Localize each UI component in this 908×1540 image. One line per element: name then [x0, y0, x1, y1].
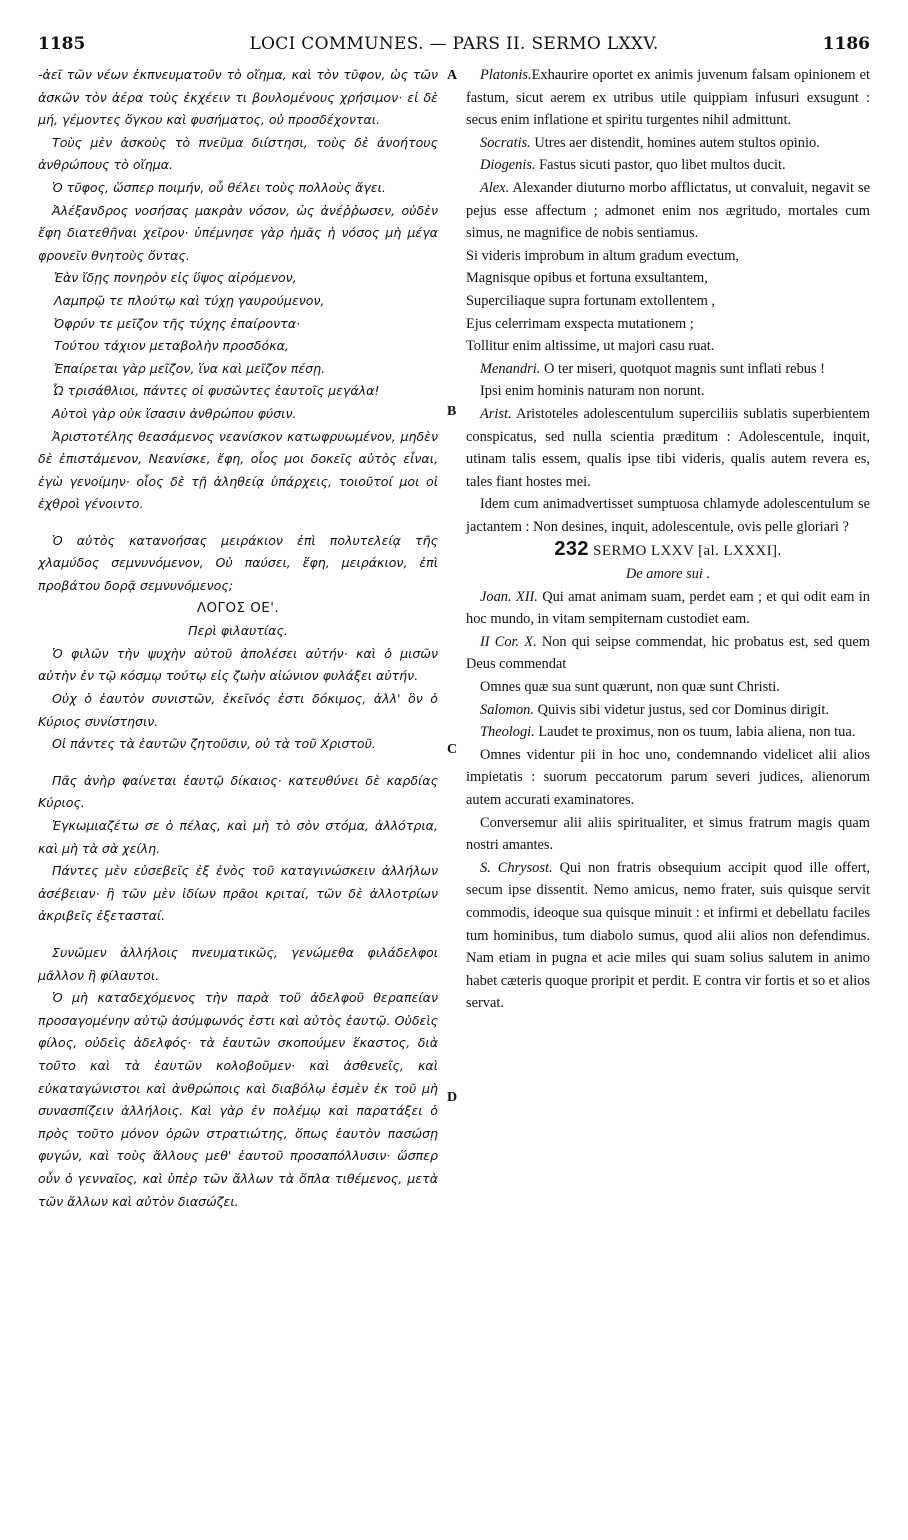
- greek-sermon-subtitle: Περὶ φιλαυτίας.: [188, 623, 288, 639]
- author-label: II Cor. X.: [480, 633, 537, 650]
- latin-paragraph: Conversemur alii aliis spiritualiter, et simus fratrum magis quam nostri amantes.: [466, 814, 870, 854]
- greek-column: [38, 64, 438, 1213]
- latin-paragraph: Socratis. Utres aer distendit, homines autem stultos opinio.: [480, 134, 820, 151]
- latin-paragraph: Theologi. Laudet te proximus, non os tuum, labia aliena, non tua.: [480, 724, 856, 741]
- greek-paragraph: Οἱ πάντες τὰ ἑαυτῶν ζητοῦσιν, οὐ τὰ τοῦ Χριστοῦ.: [52, 736, 376, 752]
- greek-paragraph: Ὦ τρισάθλιοι, πάντες οἱ φυσῶντες ἑαυτοῖς μεγάλα!: [52, 383, 380, 399]
- sermon-heading: 232 SERMO LXXV [al. LXXXI].: [554, 538, 782, 561]
- latin-paragraph: Platonis.Exhaurire oportet ex animis juvenum falsam opinionem et fastum, sicut aerem ex utribus utile quippiam infusuri exsugunt : secus enim inflatione et spiritu turgentes nihil admittunt.: [466, 67, 870, 129]
- latin-paragraph: Ipsi enim hominis naturam non norunt.: [480, 383, 705, 400]
- latin-paragraph: Omnes videntur pii in hoc uno, condemnando videlicet alii alios impietatis : suorum peccatorum parum severi judices, alienorum autem accurati examinatores.: [466, 746, 870, 808]
- author-label: Salomon.: [480, 701, 534, 718]
- author-label: S. Chrysost.: [480, 859, 553, 876]
- greek-paragraph: -ἀεῖ τῶν νέων ἐκπνευματοῦν τὸ οἴημα, καὶ τὸν τῦφον, ὡς τῶν ἀσκῶν τὸν ἀέρα τοὺς ἐκχέειν τι βουλομένους χρήσιμον· εἰ δὲ μή, γέμοντες ὄγκου καὶ φυσήματος, οὐ προσδέχονται.: [38, 67, 438, 128]
- latin-verse: Superciliaque supra fortunam extollentem ,: [466, 292, 715, 309]
- greek-paragraph: Συνῶμεν ἀλλήλοις πνευματικῶς, γενώμεθα φιλάδελφοι μᾶλλον ἢ φίλαυτοι.: [38, 944, 438, 983]
- greek-paragraph: Ἀριστοτέλης θεασάμενος νεανίσκον κατωφρυωμένον, μηδὲν δὲ ἐπιστάμενον, Νεανίσκε, ἔφη, οἷος μοι δοκεῖς αὐτὸς εἶναι, ἐγὼ γενοίμην· οἷος δὲ τῇ ἀληθείᾳ ὑπάρχεις, τοιοῦτοί μοι οἱ ἐχθροὶ γένοιντο.: [38, 428, 438, 512]
- latin-verse: Magnisque opibus et fortuna exsultantem,: [466, 270, 708, 287]
- latin-verse: Si videris improbum in altum gradum evectum,: [466, 247, 739, 264]
- greek-paragraph: Οὐχ ὁ ἑαυτὸν συνιστῶν, ἐκεῖνός ἐστι δόκιμος, ἀλλ' ὃν ὁ Κύριος συνίστησιν.: [38, 691, 438, 729]
- sermon-number: 232: [554, 538, 589, 561]
- running-header: [38, 34, 870, 58]
- greek-verse: Ἐὰν ἴδῃς πονηρὸν εἰς ὕψος αἰρόμενον,: [54, 270, 297, 286]
- latin-paragraph: Omnes quæ sua sunt quærunt, non quæ sunt Christi.: [480, 679, 780, 696]
- author-label: Theologi.: [480, 724, 535, 741]
- greek-verse: Ἐπαίρεται γὰρ μεῖζον, ἵνα καὶ μεῖζον πέσῃ.: [54, 360, 326, 376]
- latin-verse: Ejus celerrimam exspecta mutationem ;: [466, 315, 694, 332]
- greek-paragraph: Ἀλέξανδρος νοσήσας μακρὰν νόσον, ὡς ἀνέῤῥωσεν, οὐδὲν ἔφη διατεθῆναι χεῖρον· ὑπέμνησε γὰρ ἡμᾶς ἡ νόσος μὴ μέγα φρονεῖν θνητοὺς ὄντας.: [38, 202, 438, 263]
- greek-paragraph: Ὁ αὐτὸς κατανοήσας μειράκιον ἐπὶ πολυτελείᾳ τῆς χλαμύδος σεμνυνόμενον, Οὐ παύσει, ἔφη, μειράκιον, ἐπὶ προβάτου δορᾷ σεμνυνόμενος;: [38, 532, 438, 594]
- greek-verse: Λαμπρῷ τε πλούτῳ καὶ τύχῃ γαυρούμενον,: [54, 292, 325, 308]
- greek-sermon-heading: ΛΟΓΟΣ ΟΕ'.: [196, 600, 280, 616]
- latin-paragraph: Menandri. O ter miseri, quotquot magnis sunt inflati rebus !: [480, 360, 825, 377]
- author-label: Menandri.: [480, 360, 541, 377]
- latin-paragraph: Alex. Alexander diuturno morbo afflictatus, ut convaluit, negavit se pejus esse affectum ; admonet enim nos ægritudo, mortales cum simus, ne magnifice de nobis sentiamus.: [466, 179, 870, 242]
- greek-paragraph: Τοὺς μὲν ἀσκοὺς τὸ πνεῦμα διίστησι, τοὺς δὲ ἀνοήτους ἀνθρώπους τὸ οἴημα.: [38, 134, 438, 173]
- author-label: Alex.: [480, 179, 510, 196]
- author-label: Arist.: [480, 405, 512, 422]
- sermon-subtitle: De amore sui .: [625, 566, 711, 583]
- latin-verse: Tollitur enim altissime, ut majori casu ruat.: [466, 338, 715, 355]
- latin-paragraph: S. Chrysost. Qui non fratris obsequium accipit quod ille offert, secum ipse dissentit. Nemo amicus, nemo frater, suis quisque servit commodis, ideoque sua quisque minuit : et infirmi et debellatu faciles tum hominibus, tum diabolo sumus, quod alii alios non defendimus. Nam etiam in pugna et acie miles qui suam solius salutem in animo habet cæteris quoque proripit et perdit. E contra vir fortis et so et alios servat.: [466, 859, 870, 1012]
- greek-paragraph: Ὁ μὴ καταδεχόμενος τὴν παρὰ τοῦ ἀδελφοῦ θεραπείαν προσαγομένην αὐτῷ ἀσύμφωνός ἐστι καὶ αὐτὸς ἑαυτῷ. Οὐδεὶς φίλος, οὐδεὶς ἀδελφός· τὰ ἑαυτῶν σκοπούμεν ἕκαστος, διὰ τοῦτο καὶ τὰ ἑαυτῶν κολοβοῦμεν· καὶ ἀσθενεῖς, καὶ εὐκαταγώνιστοι καὶ ἀνθρώποις καὶ διαβόλῳ ἐσμὲν ἐκ τοῦ μὴ συνασπίζειν ἀλλήλοις. Καὶ γὰρ ἐν πολέμῳ καὶ παρατάξει ὁ πρὸς τοῦτο μόνον ὁρῶν στρατιώτης, ὅπως ἑαυτὸν πασώσῃ φυγών, καὶ τοὺς ἄλλους μεθ' ἑαυτοῦ προσαπόλλυσιν· ὥσπερ οὖν ὁ γενναῖος, καὶ ὑπὲρ τῶν ἄλλων τὰ ὅπλα τιθέμενος, μετὰ τῶν ἄλλων καὶ αὐτὸν διασώζει.: [38, 990, 438, 1209]
- latin-paragraph: Diogenis. Fastus sicuti pastor, quo libet multos ducit.: [480, 157, 786, 174]
- latin-paragraph: Arist. Aristoteles adolescentulum superciliis sublatis superbientem conspicatus, sed nulla scientia præditum : Adolescentule, inquit, utinam talis essem, qualis ipse tibi videris, qualis autem revera es, tales fiant hostes mei.: [466, 405, 870, 490]
- greek-verse: Ὀφρύν τε μεῖζον τῆς τύχης ἐπαίροντα·: [54, 315, 301, 331]
- author-label: Joan. XII.: [480, 588, 538, 605]
- greek-paragraph: Ἐγκωμιαζέτω σε ὁ πέλας, καὶ μὴ τὸ σὸν στόμα, ἀλλότρια, καὶ μὴ τὰ σὰ χείλη.: [38, 818, 438, 856]
- greek-verse: Τούτου τάχιον μεταβολὴν προσδόκα,: [54, 338, 289, 354]
- greek-paragraph: Ὁ τῦφος, ὥσπερ ποιμήν, οὗ θέλει τοὺς πολλοὺς ἄγει.: [52, 179, 386, 195]
- running-title: LOCI COMMUNES. — PARS II. SERMO LXXV.: [249, 34, 659, 54]
- author-label: Platonis.: [480, 67, 532, 83]
- latin-paragraph: Salomon. Quivis sibi videtur justus, sed cor Dominus dirigit.: [480, 701, 829, 718]
- greek-paragraph: Πάντες μὲν εὐσεβεῖς ἐξ ἑνὸς τοῦ καταγινώσκειν ἀλλήλων ἀσέβειαν· ἢ τῶν μὲν ἰδίων πρᾶοι κριταί, τῶν δὲ ἀλλοτρίων ἀκριβεῖς ἐξετασταί.: [38, 863, 438, 924]
- author-label: Diogenis.: [480, 157, 536, 174]
- page-number-left: 1185: [38, 34, 86, 54]
- greek-paragraph: Ὁ φιλῶν τὴν ψυχὴν αὐτοῦ ἀπολέσει αὐτήν· καὶ ὁ μισῶν αὐτὴν ἐν τῷ κόσμῳ τούτῳ εἰς ζωὴν αἰώνιον φυλάξει αὐτήν.: [38, 645, 438, 684]
- latin-paragraph: II Cor. X. Non qui seipse commendat, hic probatus est, sed quem Deus commendat: [466, 633, 870, 673]
- section-marker-b: B: [447, 404, 457, 419]
- latin-paragraph: Joan. XII. Qui amat animam suam, perdet eam ; et qui odit eam in hoc mundo, in vitam sempiternam custodiet eam.: [466, 588, 870, 628]
- section-marker-d: D: [447, 1090, 458, 1105]
- latin-paragraph: Idem cum animadvertisset sumptuosa chlamyde adolescentulum se jactantem : Non desines, inquit, adolescentule, ovis pelle gloriari ?: [466, 496, 870, 535]
- greek-paragraph: Πᾶς ἀνὴρ φαίνεται ἑαυτῷ δίκαιος· κατευθύνει δὲ καρδίας Κύριος.: [38, 772, 438, 811]
- latin-column: [466, 64, 870, 1015]
- section-marker-c: C: [447, 742, 458, 757]
- section-marker-a: A: [447, 68, 458, 83]
- page-number-right: 1186: [822, 34, 870, 54]
- greek-paragraph: Αὐτοὶ γὰρ οὐκ ἴσασιν ἀνθρώπου φύσιν.: [52, 405, 297, 421]
- author-label: Socratis.: [480, 134, 531, 151]
